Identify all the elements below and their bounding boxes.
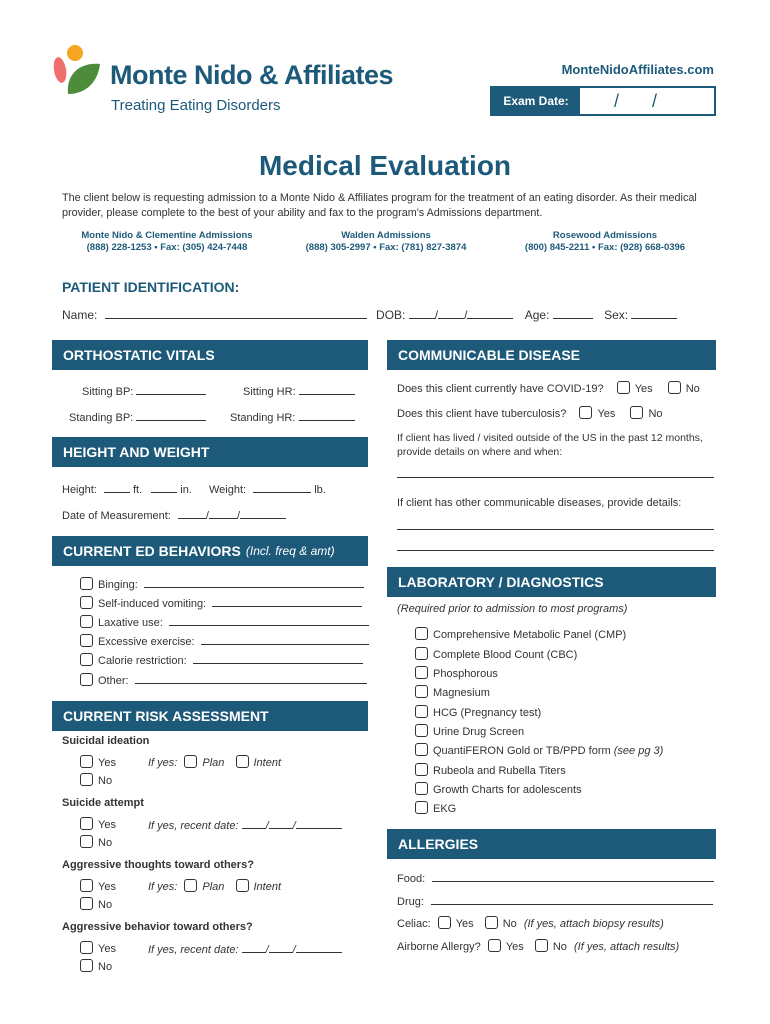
aggressive-thoughts-label: Aggressive thoughts toward others? [62, 859, 254, 871]
celiac-label: Celiac: [397, 918, 431, 930]
intent-label: Intent [253, 757, 282, 769]
drug-label: Drug: [397, 896, 424, 908]
ed-behavior-item [80, 614, 369, 629]
intent-label: Intent [253, 881, 282, 893]
sitting-bp-row [82, 383, 206, 398]
communicable-disease-heading: COMMUNICABLE DISEASE [387, 340, 716, 370]
pounds-unit: lb. [314, 484, 326, 496]
tb-no-checkbox[interactable] [630, 406, 643, 419]
yes-label: Yes [505, 941, 524, 953]
celiac-yes-checkbox[interactable] [438, 916, 451, 929]
yes-option [80, 879, 116, 893]
yes-option [80, 941, 116, 955]
height-feet-field[interactable] [104, 481, 130, 493]
orthostatic-vitals-heading: ORTHOSTATIC VITALS [52, 340, 368, 370]
airborne-note: (If yes, attach results) [573, 941, 680, 953]
ed-behavior-item [80, 576, 364, 591]
binging-checkbox[interactable] [80, 577, 93, 590]
lab-item [415, 724, 524, 738]
lab-label: Phosphorous [433, 668, 498, 680]
lab-label: Comprehensive Metabolic Panel (CMP) [433, 629, 627, 641]
tb-question-row [397, 406, 663, 420]
ed-behaviors-title: CURRENT ED BEHAVIORS [63, 543, 241, 559]
exercise-field[interactable] [201, 633, 369, 645]
lab-item [415, 685, 490, 699]
name-label: Name: [62, 308, 98, 322]
no-label: No [98, 961, 113, 973]
hcg-checkbox[interactable] [415, 705, 428, 718]
monte-nido-logo-icon [50, 44, 102, 100]
name-field[interactable] [105, 307, 367, 319]
ed-behavior-item [80, 633, 369, 648]
admissions-contact [500, 230, 710, 254]
if-yes-row [148, 879, 281, 893]
covid-yes-checkbox[interactable] [617, 381, 630, 394]
risk-assessment-heading: CURRENT RISK ASSESSMENT [52, 701, 368, 731]
measurement-day-field[interactable] [209, 507, 237, 519]
binging-field[interactable] [144, 576, 364, 588]
standing-bp-label: Standing BP: [69, 412, 134, 424]
behavior-yes-checkbox[interactable] [80, 941, 93, 954]
ed-behavior-item [80, 595, 362, 610]
yes-label: Yes [98, 881, 116, 893]
lab-label: Rubeola and Rubella Titers [433, 765, 566, 777]
attempt-no-checkbox[interactable] [80, 835, 93, 848]
no-label: No [552, 941, 567, 953]
page-title: Medical Evaluation [258, 150, 512, 181]
yes-label: Yes [98, 943, 116, 955]
quantiferon-note: (see pg 3) [613, 745, 664, 757]
ekg-checkbox[interactable] [415, 801, 428, 814]
laboratory-note: (Required prior to admission to most programs) [397, 603, 628, 615]
quantiferon-checkbox[interactable] [415, 743, 428, 756]
laxative-checkbox[interactable] [80, 615, 93, 628]
restriction-field[interactable] [193, 652, 363, 664]
yes-label: Yes [634, 383, 653, 395]
behavior-year-field[interactable] [296, 941, 342, 953]
exam-date-field[interactable] [580, 88, 714, 114]
celiac-row [397, 916, 664, 930]
measurement-month-field[interactable] [178, 507, 206, 519]
laboratory-heading: LABORATORY / DIAGNOSTICS [387, 567, 716, 597]
lab-item [415, 705, 541, 719]
plan-label: Plan [202, 757, 225, 769]
inches-unit: in. [180, 484, 192, 496]
weight-label: Weight: [208, 484, 247, 496]
patient-identification-heading: PATIENT IDENTIFICATION: [62, 279, 240, 295]
admissions-phone: (888) 305-2997 • Fax: (781) 827-3874 [305, 242, 467, 253]
attempt-year-field[interactable] [296, 817, 342, 829]
sitting-hr-row [243, 383, 355, 398]
no-option [80, 773, 112, 787]
airborne-yes-checkbox[interactable] [488, 939, 501, 952]
admissions-name: Monte Nido & Clementine Admissions [81, 230, 253, 241]
date-separator: / [614, 91, 620, 111]
ed-behavior-item [80, 672, 367, 687]
age-field[interactable] [553, 307, 593, 319]
standing-hr-label: Standing HR: [230, 412, 296, 424]
sex-label: Sex: [604, 308, 629, 322]
vomiting-label: Self-induced vomiting: [98, 598, 207, 610]
no-option [80, 959, 112, 973]
standing-hr-row [230, 409, 355, 424]
other-label: Other: [98, 675, 129, 687]
lab-label: HCG (Pregnancy test) [433, 707, 542, 719]
height-label: Height: [62, 484, 97, 496]
other-disease-field[interactable] [397, 550, 714, 551]
laxative-field[interactable] [169, 614, 369, 626]
drug-allergy-field[interactable] [431, 893, 713, 905]
standing-bp-field[interactable] [136, 409, 206, 421]
lab-item [415, 647, 577, 661]
ideation-no-checkbox[interactable] [80, 773, 93, 786]
dob-month-field[interactable] [409, 307, 435, 319]
laxative-label: Laxative use: [98, 617, 163, 629]
no-label: No [98, 899, 113, 911]
other-disease-question: If client has other communicable diseases, provide details: [397, 497, 682, 509]
celiac-no-checkbox[interactable] [485, 916, 498, 929]
titers-checkbox[interactable] [415, 763, 428, 776]
other-field[interactable] [135, 672, 367, 684]
thoughts-yes-checkbox[interactable] [80, 879, 93, 892]
tb-yes-checkbox[interactable] [579, 406, 592, 419]
no-option [80, 835, 112, 849]
attempt-yes-checkbox[interactable] [80, 817, 93, 830]
admissions-phone: (800) 845-2211 • Fax: (928) 668-0396 [524, 242, 686, 253]
yes-option [80, 817, 116, 831]
ideation-plan-checkbox[interactable] [184, 755, 197, 768]
date-separator: / [652, 91, 658, 111]
measurement-date-label: Date of Measurement: [62, 510, 171, 522]
recent-date-row: If yes, recent date: / / [148, 817, 342, 832]
ideation-yes-checkbox[interactable] [80, 755, 93, 768]
food-label: Food: [397, 873, 426, 885]
sex-field[interactable] [631, 307, 677, 319]
attempt-month-field[interactable] [242, 817, 266, 829]
patient-id-row: Name: DOB: / / Age: Sex: [62, 307, 677, 322]
measurement-year-field[interactable] [240, 507, 286, 519]
no-option [80, 897, 112, 911]
binging-label: Binging: [98, 579, 138, 591]
sitting-bp-field[interactable] [136, 383, 206, 395]
vomiting-checkbox[interactable] [80, 596, 93, 609]
no-label: No [98, 837, 113, 849]
lab-item [415, 627, 626, 641]
dob-day-field[interactable] [438, 307, 464, 319]
lab-label: Urine Drug Screen [433, 726, 525, 738]
no-label: No [648, 408, 663, 420]
weight-field[interactable] [253, 481, 311, 493]
exercise-checkbox[interactable] [80, 634, 93, 647]
no-label: No [502, 918, 517, 930]
celiac-note: (If yes, attach biopsy results) [523, 918, 664, 930]
lab-item [415, 743, 663, 757]
food-allergy-row [397, 870, 714, 885]
height-inches-field[interactable] [151, 481, 177, 493]
airborne-row [397, 939, 679, 953]
suicidal-ideation-label: Suicidal ideation [62, 735, 150, 747]
brand-tagline: Treating Eating Disorders [111, 97, 281, 114]
if-yes-label: If yes: [148, 757, 178, 769]
behavior-no-checkbox[interactable] [80, 959, 93, 972]
lab-label: Magnesium [433, 687, 490, 699]
admissions-contact [283, 230, 489, 254]
yes-label: Yes [98, 757, 116, 769]
thoughts-no-checkbox[interactable] [80, 897, 93, 910]
restriction-checkbox[interactable] [80, 653, 93, 666]
thoughts-plan-checkbox[interactable] [184, 879, 197, 892]
attempt-day-field[interactable] [269, 817, 293, 829]
admissions-phone: (888) 228-1253 • Fax: (305) 424-7448 [86, 242, 248, 253]
growth-charts-checkbox[interactable] [415, 782, 428, 795]
covid-question: Does this client currently have COVID-19? [397, 383, 604, 395]
height-weight-row [62, 481, 326, 496]
yes-label: Yes [98, 819, 116, 831]
allergies-heading: ALLERGIES [387, 829, 716, 859]
other-checkbox[interactable] [80, 673, 93, 686]
recent-date-label: If yes, recent date: [148, 820, 239, 832]
recent-date-row: If yes, recent date: / / [148, 941, 342, 956]
sitting-bp-label: Sitting BP: [82, 386, 134, 398]
sitting-hr-field[interactable] [299, 383, 355, 395]
lab-label: Growth Charts for adolescents [433, 784, 582, 796]
standing-bp-row [69, 409, 206, 424]
yes-label: Yes [597, 408, 616, 420]
cbc-checkbox[interactable] [415, 647, 428, 660]
lab-item [415, 782, 582, 796]
dob-year-field[interactable] [467, 307, 513, 319]
vomiting-field[interactable] [212, 595, 362, 607]
travel-question-line1: If client has lived / visited outside of the US in the past 12 months, [397, 432, 703, 444]
plan-label: Plan [202, 881, 225, 893]
other-disease-field[interactable] [397, 529, 714, 530]
airborne-label: Airborne Allergy? [397, 941, 481, 953]
urine-drug-checkbox[interactable] [415, 724, 428, 737]
website-link[interactable]: MonteNidoAffiliates.com [561, 62, 714, 77]
brand-name: Monte Nido & Affiliates [110, 60, 393, 90]
no-label: No [685, 383, 700, 395]
height-weight-heading: HEIGHT AND WEIGHT [52, 437, 368, 467]
magnesium-checkbox[interactable] [415, 685, 428, 698]
behavior-day-field[interactable] [269, 941, 293, 953]
airborne-no-checkbox[interactable] [535, 939, 548, 952]
covid-no-checkbox[interactable] [668, 381, 681, 394]
admissions-contact [62, 230, 272, 254]
feet-unit: ft. [132, 484, 143, 496]
lab-item [415, 801, 456, 815]
measurement-date-row: Date of Measurement: / / [62, 507, 286, 522]
travel-question-line2: provide details on where and when: [397, 446, 563, 458]
no-label: No [98, 775, 113, 787]
sitting-hr-label: Sitting HR: [243, 386, 296, 398]
ed-behaviors-note: (Incl. freq & amt) [245, 544, 335, 558]
drug-allergy-row [397, 893, 713, 908]
lab-item [415, 666, 498, 680]
yes-label: Yes [455, 918, 474, 930]
suicide-attempt-label: Suicide attempt [62, 797, 144, 809]
phosphorous-checkbox[interactable] [415, 666, 428, 679]
aggressive-behavior-label: Aggressive behavior toward others? [62, 921, 253, 933]
admissions-name: Rosewood Admissions [552, 230, 658, 241]
standing-hr-field[interactable] [299, 409, 355, 421]
if-yes-row [148, 755, 281, 769]
lab-item [415, 763, 566, 777]
lab-label: EKG [433, 803, 457, 815]
exam-date-label: Exam Date: [492, 88, 580, 114]
age-label: Age: [524, 308, 550, 322]
restriction-label: Calorie restriction: [98, 655, 187, 667]
tb-question: Does this client have tuberculosis? [397, 408, 567, 420]
ed-behavior-item [80, 652, 363, 667]
lab-label: QuantiFERON Gold or TB/PPD form [433, 745, 611, 757]
behavior-month-field[interactable] [242, 941, 266, 953]
covid-question-row [397, 381, 700, 395]
recent-date-label: If yes, recent date: [148, 944, 239, 956]
lab-label: Complete Blood Count (CBC) [433, 649, 578, 661]
exam-date-box [490, 86, 716, 116]
yes-option [80, 755, 116, 769]
ideation-intent-checkbox[interactable] [236, 755, 249, 768]
exercise-label: Excessive exercise: [98, 636, 195, 648]
ed-behaviors-heading [52, 536, 368, 566]
admissions-name: Walden Admissions [341, 230, 431, 241]
travel-details-field[interactable] [397, 477, 714, 478]
cmp-checkbox[interactable] [415, 627, 428, 640]
thoughts-intent-checkbox[interactable] [236, 879, 249, 892]
intro-text: The client below is requesting admission to a Monte Nido & Affiliates program for the treatment of an eating disorder. As their medical provider, please complete to the best of your ability and fax to the program's Admissions department. [62, 192, 697, 219]
if-yes-label: If yes: [148, 881, 178, 893]
food-allergy-field[interactable] [432, 870, 714, 882]
dob-label: DOB: [376, 308, 406, 322]
